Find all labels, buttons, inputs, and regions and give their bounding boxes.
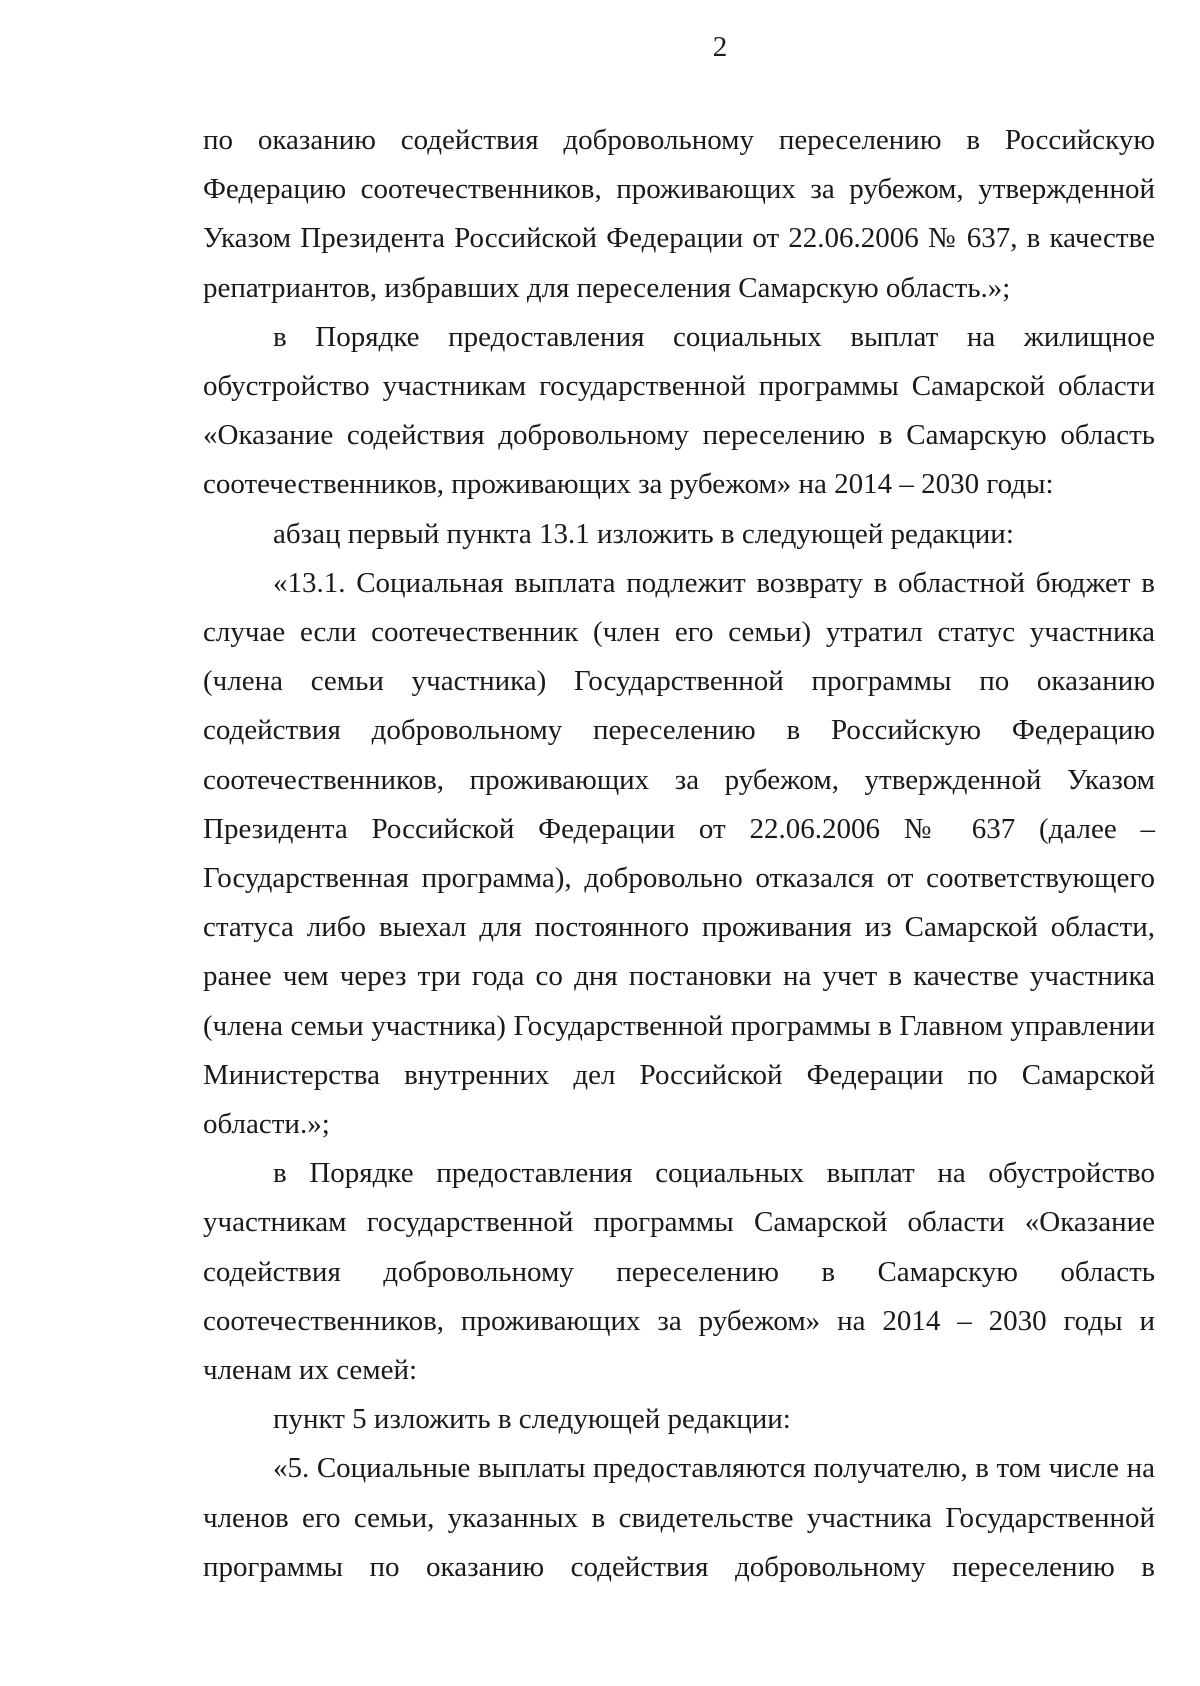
paragraph-continuation: по оказанию содействия добровольному переселению в Российскую Федерацию соотечественников, проживающих за рубежом, утвержденной Указом Президента Российской Федерации от 22.06.2006 № 637, в качестве репатриантов, избравших для переселения Самарскую область.»; — [203, 124, 1155, 304]
paragraph-clause-5: «5. Социальные выплаты предоставляются получателю, в том числе на членов его семьи, указанных в свидетельстве участника Государственной программы по оказанию содействия добровольному переселению в — [203, 1452, 1155, 1583]
paragraph-clause-13-1: «13.1. Социальная выплата подлежит возврату в областной бюджет в случае если соотечественник (член его семьи) утратил статус участника (члена семьи участника) Государственной программы по оказанию содействия добровольному переселению в Российскую Федерацию соотечественников, проживающих за рубежом, утвержденной Указом Президента Российской Федерации от 22.06.2006 № 637 (далее – Государственная программа), добровольно отказался от соответствующего статуса либо выехал для постоянного проживания из Самарской области, ранее чем через три года со дня постановки на учет в качестве участника (члена семьи участника) Государственной программы в Главном управлении Министерства внутренних дел Российской Федерации по Самарской области.»; — [203, 566, 1155, 1141]
document-body — [203, 116, 1155, 1592]
paragraph-settlement-order: в Порядке предоставления социальных выплат на обустройство участникам государственной программы Самарской области «Оказание содействия добровольному переселению в Самарскую область соотечественников, проживающих за рубежом» на 2014 – 2030 годы и членам их семей: — [203, 1157, 1155, 1387]
paragraph-amendment-13-1-intro: абзац первый пункта 13.1 изложить в следующей редакции: — [273, 517, 1014, 550]
paragraph-housing-order: в Порядке предоставления социальных выплат на жилищное обустройство участникам государственной программы Самарской области «Оказание содействия добровольному переселению в Самарскую область соотечественников, проживающих за рубежом» на 2014 – 2030 годы: — [203, 320, 1155, 501]
paragraph-amendment-5-intro: пункт 5 изложить в следующей редакции: — [273, 1403, 791, 1436]
page-number: 2 — [712, 31, 728, 63]
